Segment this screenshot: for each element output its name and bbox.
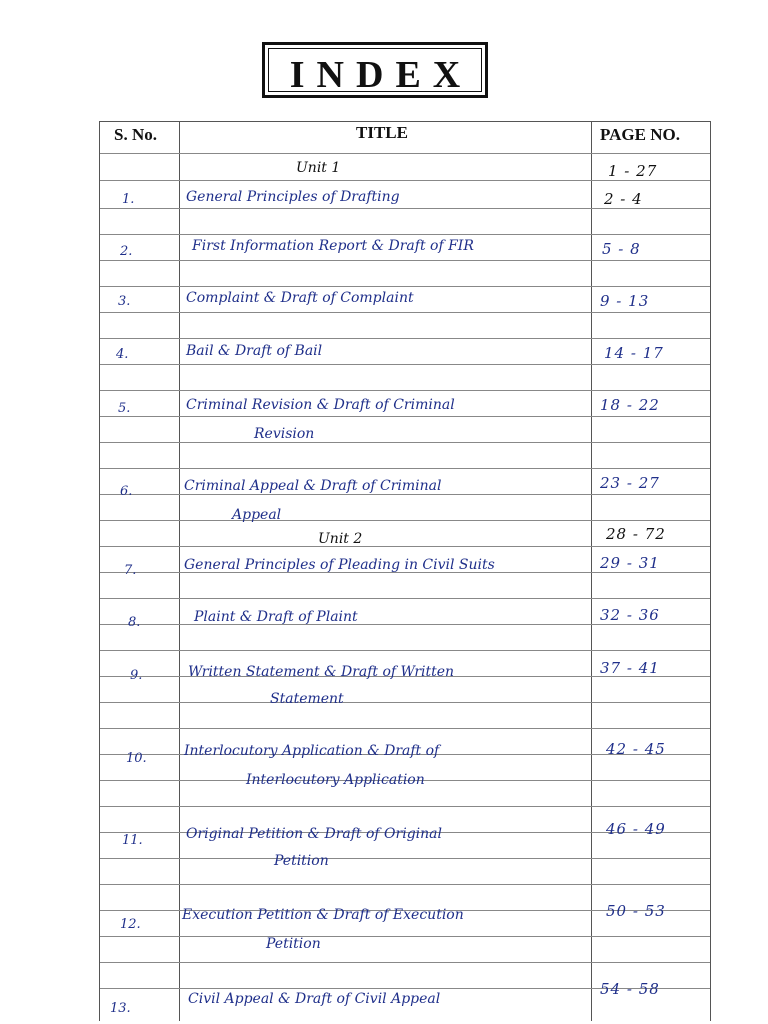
ruled-line — [100, 702, 710, 703]
entry-title-continued: Interlocutory Application — [246, 772, 425, 788]
entry-number: 3. — [118, 294, 131, 309]
entry-number: 7. — [124, 563, 137, 578]
page-title — [262, 42, 488, 98]
entry-title: Complaint & Draft of Complaint — [186, 290, 414, 306]
ruled-line — [100, 884, 710, 885]
entry-title: Execution Petition & Draft of Execution — [182, 907, 464, 923]
entry-number: 9. — [130, 668, 143, 683]
ruled-line — [100, 338, 710, 339]
ruled-line — [100, 936, 710, 937]
index-table — [99, 121, 711, 1021]
entry-title: Bail & Draft of Bail — [186, 343, 323, 359]
entry-title-continued: Petition — [274, 853, 329, 869]
entry-number: 10. — [126, 751, 147, 766]
ruled-line — [100, 520, 710, 521]
ruled-line — [100, 180, 710, 181]
ruled-line — [100, 153, 710, 154]
entry-title: Civil Appeal & Draft of Civil Appeal — [188, 991, 441, 1007]
ruled-line — [100, 364, 710, 365]
entry-title: General Principles of Drafting — [186, 189, 400, 205]
entry-pages: 29 - 31 — [600, 554, 660, 572]
entry-pages: 42 - 45 — [606, 740, 666, 758]
ruled-line — [100, 858, 710, 859]
entry-pages: 23 - 27 — [600, 474, 660, 492]
ruled-line — [100, 234, 710, 235]
entry-title: First Information Report & Draft of FIR — [192, 238, 474, 254]
unit-pages: 1 - 27 — [608, 162, 658, 180]
entry-number: 5. — [118, 401, 131, 416]
ruled-line — [100, 442, 710, 443]
header-sno: S. No. — [114, 125, 157, 144]
entry-title-continued: Statement — [270, 691, 344, 707]
entry-title-continued: Petition — [266, 936, 321, 952]
entry-pages: 50 - 53 — [606, 902, 666, 920]
ruled-line — [100, 728, 710, 729]
page-title-text: INDEX — [289, 54, 473, 96]
entry-pages: 2 - 4 — [604, 190, 643, 208]
entry-pages: 37 - 41 — [600, 659, 660, 677]
ruled-line — [100, 312, 710, 313]
entry-title: Criminal Revision & Draft of Criminal — [186, 397, 455, 413]
entry-title-continued: Revision — [254, 426, 315, 442]
entry-pages: 32 - 36 — [600, 606, 660, 624]
unit-label: Unit 2 — [318, 531, 363, 547]
entry-number: 11. — [122, 833, 143, 848]
entry-number: 13. — [110, 1001, 131, 1016]
header-title: TITLE — [356, 123, 408, 142]
entry-number: 1. — [122, 192, 135, 207]
ruled-line — [100, 624, 710, 625]
unit-pages: 28 - 72 — [606, 525, 666, 543]
entry-title: Interlocutory Application & Draft of — [184, 743, 440, 759]
entry-title-continued: Appeal — [232, 507, 282, 523]
ruled-line — [100, 468, 710, 469]
ruled-line — [100, 208, 710, 209]
entry-number: 12. — [120, 917, 141, 932]
entry-number: 4. — [116, 347, 129, 362]
ruled-line — [100, 390, 710, 391]
entry-title: General Principles of Pleading in Civil Suits — [184, 557, 495, 573]
entry-number: 2. — [120, 244, 133, 259]
entry-pages: 46 - 49 — [606, 820, 666, 838]
entry-title: Written Statement & Draft of Written — [188, 664, 455, 680]
ruled-line — [100, 962, 710, 963]
entry-pages: 14 - 17 — [604, 344, 664, 362]
header-page: PAGE NO. — [600, 125, 680, 144]
entry-number: 8. — [128, 615, 141, 630]
entry-title: Plaint & Draft of Plaint — [194, 609, 358, 625]
entry-pages: 9 - 13 — [600, 292, 650, 310]
ruled-line — [100, 260, 710, 261]
entry-pages: 18 - 22 — [600, 396, 660, 414]
ruled-line — [100, 598, 710, 599]
ruled-line — [100, 416, 710, 417]
ruled-line — [100, 286, 710, 287]
unit-label: Unit 1 — [296, 160, 341, 176]
entry-pages: 5 - 8 — [602, 240, 641, 258]
entry-number: 6. — [120, 484, 133, 499]
entry-title: Criminal Appeal & Draft of Criminal — [184, 478, 442, 494]
entry-title: Original Petition & Draft of Original — [186, 826, 442, 842]
ruled-line — [100, 494, 710, 495]
ruled-line — [100, 650, 710, 651]
ruled-line — [100, 546, 710, 547]
entry-pages: 54 - 58 — [600, 980, 660, 998]
ruled-line — [100, 806, 710, 807]
